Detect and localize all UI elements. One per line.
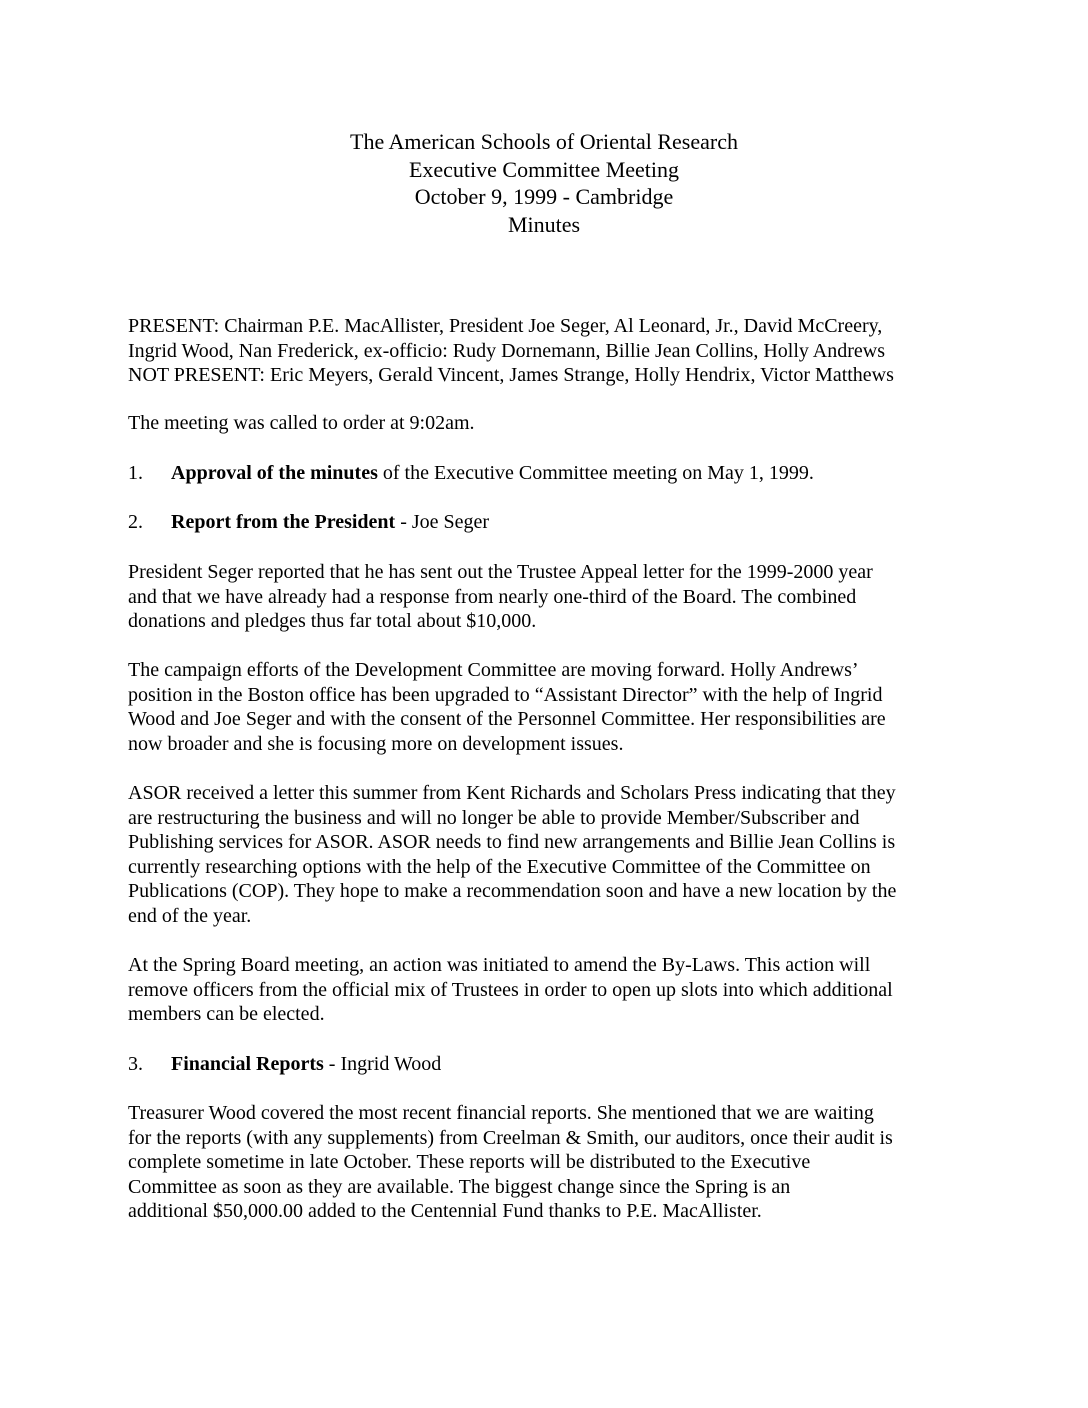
item-number: 3. xyxy=(128,1053,143,1075)
president-paragraph-2 xyxy=(128,658,968,756)
paragraph-line: end of the year. xyxy=(128,904,252,927)
paragraph-line: Publications (COP). They hope to make a recommendation soon and have a new location by the xyxy=(128,880,897,902)
president-paragraph-4 xyxy=(128,953,968,1027)
call-to-order-text: The meeting was called to order at 9:02am. xyxy=(128,412,475,434)
item-heading: Report from the President xyxy=(171,511,396,533)
paragraph-line: additional $50,000.00 added to the Centennial Fund thanks to P.E. MacAllister. xyxy=(128,1200,762,1222)
paragraph-line: At the Spring Board meeting, an action was initiated to amend the By-Laws. This action will xyxy=(128,954,871,976)
president-paragraph-1 xyxy=(128,560,968,634)
document-type: Minutes xyxy=(507,211,581,237)
paragraph-line: Treasurer Wood covered the most recent financial reports. She mentioned that we are waiting xyxy=(128,1102,874,1124)
agenda-item-line xyxy=(128,510,968,535)
item-heading: Financial Reports xyxy=(171,1053,324,1075)
paragraph-line: The campaign efforts of the Development Committee are moving forward. Holly Andrews’ xyxy=(128,659,859,681)
paragraph-line: and that we have already had a response from nearly one-third of the Board. The combined xyxy=(128,585,857,608)
not-present-line: NOT PRESENT: Eric Meyers, Gerald Vincent, James Strange, Holly Hendrix, Victor Matthews xyxy=(128,364,894,386)
item-number: 1. xyxy=(128,462,143,484)
item-text: - Ingrid Wood xyxy=(323,1053,442,1075)
paragraph-line: President Seger reported that he has sent out the Trustee Appeal letter for the 1999-2000 year xyxy=(128,561,873,583)
paragraph-line: members can be elected. xyxy=(128,1003,325,1025)
agenda-item-1 xyxy=(128,461,968,486)
agenda-item-line xyxy=(128,461,968,486)
paragraph-line: donations and pledges thus far total about $10,000. xyxy=(128,610,537,632)
paragraph-line: remove officers from the official mix of Trustees in order to open up slots into which additional xyxy=(128,978,893,1001)
present-line-2: Ingrid Wood, Nan Frederick, ex-officio: Rudy Dornemann, Billie Jean Collins, Holly Andrews xyxy=(128,339,885,362)
paragraph-line: ASOR received a letter this summer from Kent Richards and Scholars Press indicating that they xyxy=(128,782,896,804)
paragraph-line: complete sometime in late October. These reports will be distributed to the Executive xyxy=(128,1151,811,1173)
agenda-item-2 xyxy=(128,510,968,535)
paragraph-line: for the reports (with any supplements) from Creelman & Smith, our auditors, once their audit is xyxy=(128,1126,893,1149)
document-title-block xyxy=(0,128,1088,238)
paragraph-line: Wood and Joe Seger and with the consent of the Personnel Committee. Her responsibilities are xyxy=(128,708,886,730)
present-line-1: PRESENT: Chairman P.E. MacAllister, President Joe Seger, Al Leonard, Jr., David McCreery, xyxy=(128,315,883,337)
paragraph-line: Committee as soon as they are available. The biggest change since the Spring is an xyxy=(128,1175,791,1198)
paragraph-line: now broader and she is focusing more on development issues. xyxy=(128,732,624,755)
item-number: 2. xyxy=(128,511,143,533)
item-text: - Joe Seger xyxy=(395,511,490,533)
meeting-title: Executive Committee Meeting xyxy=(408,156,680,182)
item-text: of the Executive Committee meeting on May 1, 1999. xyxy=(377,462,814,484)
paragraph-line: position in the Boston office has been upgraded to “Assistant Director” with the help of Ingrid xyxy=(128,683,883,706)
attendance-block xyxy=(128,314,968,388)
item-heading: Approval of the minutes xyxy=(171,462,378,484)
agenda-item-line xyxy=(128,1052,968,1077)
financial-paragraph-1 xyxy=(128,1101,968,1224)
president-paragraph-3 xyxy=(128,781,968,928)
agenda-item-3 xyxy=(128,1052,968,1077)
paragraph-line: are restructuring the business and will no longer be able to provide Member/Subscriber and xyxy=(128,806,860,829)
meeting-date-place: October 9, 1999 - Cambridge xyxy=(414,184,674,209)
call-to-order-paragraph xyxy=(128,411,968,436)
paragraph-line: currently researching options with the help of the Executive Committee of the Committee on xyxy=(128,855,871,878)
paragraph-line: Publishing services for ASOR. ASOR needs to find new arrangements and Billie Jean Collins is xyxy=(128,831,896,853)
org-title: The American Schools of Oriental Research xyxy=(350,129,738,154)
